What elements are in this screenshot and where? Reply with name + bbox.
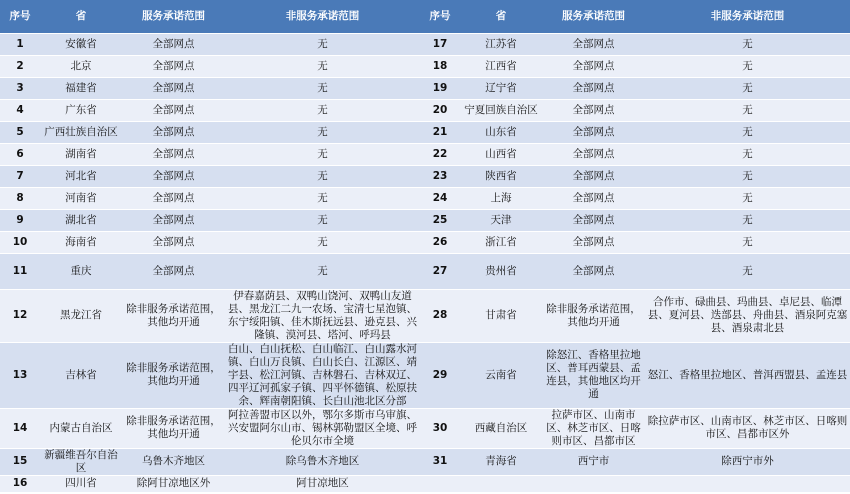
left-province-cell: 吉林省 xyxy=(40,342,122,408)
right-service-scope-cell: 全部网点 xyxy=(542,165,645,187)
left-province-cell: 海南省 xyxy=(40,231,122,253)
left-province-cell: 广东省 xyxy=(40,99,122,121)
left-non-service-scope-cell: 无 xyxy=(225,55,420,77)
right-province-cell: 西藏自治区 xyxy=(460,408,542,448)
header-right-non-service-scope: 非服务承诺范围 xyxy=(645,0,850,33)
left-province-cell: 安徽省 xyxy=(40,33,122,55)
right-non-service-scope-cell xyxy=(645,475,850,492)
left-service-scope-cell: 全部网点 xyxy=(122,143,225,165)
right-service-scope-cell: 全部网点 xyxy=(542,99,645,121)
left-service-scope-cell: 全部网点 xyxy=(122,33,225,55)
left-province-cell: 湖北省 xyxy=(40,209,122,231)
table-row xyxy=(0,187,850,209)
table-row xyxy=(0,77,850,99)
left-service-scope-cell: 全部网点 xyxy=(122,187,225,209)
right-row-number-cell: 29 xyxy=(420,342,460,408)
right-province-cell: 浙江省 xyxy=(460,231,542,253)
right-row-number-cell: 26 xyxy=(420,231,460,253)
table-row xyxy=(0,33,850,55)
right-service-scope-cell: 拉萨市区、山南市区、林芝市区、日喀则市区、昌都市区 xyxy=(542,408,645,448)
right-service-scope-cell: 全部网点 xyxy=(542,77,645,99)
header-left-non-service-scope: 非服务承诺范围 xyxy=(225,0,420,33)
table-row xyxy=(0,209,850,231)
left-province-cell: 新疆维吾尔自治区 xyxy=(40,448,122,475)
header-right-service-scope: 服务承诺范围 xyxy=(542,0,645,33)
left-province-cell: 湖南省 xyxy=(40,143,122,165)
left-service-scope-cell: 除阿甘凉地区外 xyxy=(122,475,225,492)
left-province-cell: 福建省 xyxy=(40,77,122,99)
right-province-cell: 天津 xyxy=(460,209,542,231)
right-row-number-cell: 24 xyxy=(420,187,460,209)
right-service-scope-cell: 全部网点 xyxy=(542,33,645,55)
header-left-province: 省 xyxy=(40,0,122,33)
right-non-service-scope-cell: 无 xyxy=(645,33,850,55)
left-row-number-cell: 13 xyxy=(0,342,40,408)
right-row-number-cell: 19 xyxy=(420,77,460,99)
left-row-number-cell: 9 xyxy=(0,209,40,231)
left-non-service-scope-cell: 除乌鲁木齐地区 xyxy=(225,448,420,475)
left-province-cell: 河南省 xyxy=(40,187,122,209)
left-service-scope-cell: 全部网点 xyxy=(122,231,225,253)
left-non-service-scope-cell: 无 xyxy=(225,77,420,99)
left-non-service-scope-cell: 无 xyxy=(225,33,420,55)
left-row-number-cell: 4 xyxy=(0,99,40,121)
left-service-scope-cell: 除非服务承诺范围，其他均开通 xyxy=(122,289,225,342)
right-service-scope-cell: 全部网点 xyxy=(542,187,645,209)
left-non-service-scope-cell: 无 xyxy=(225,187,420,209)
right-service-scope-cell: 全部网点 xyxy=(542,55,645,77)
right-row-number-cell: 31 xyxy=(420,448,460,475)
right-service-scope-cell: 全部网点 xyxy=(542,231,645,253)
left-service-scope-cell: 全部网点 xyxy=(122,165,225,187)
right-service-scope-cell: 除怒江、香格里拉地区、普耳西蒙县、孟连县，其他地区均开通 xyxy=(542,342,645,408)
left-row-number-cell: 6 xyxy=(0,143,40,165)
right-province-cell: 江苏省 xyxy=(460,33,542,55)
left-province-cell: 黑龙江省 xyxy=(40,289,122,342)
left-row-number-cell: 5 xyxy=(0,121,40,143)
right-non-service-scope-cell: 无 xyxy=(645,165,850,187)
left-row-number-cell: 7 xyxy=(0,165,40,187)
table-row xyxy=(0,289,850,342)
left-service-scope-cell: 全部网点 xyxy=(122,121,225,143)
table-row xyxy=(0,231,850,253)
right-province-cell: 宁夏回族自治区 xyxy=(460,99,542,121)
left-row-number-cell: 16 xyxy=(0,475,40,492)
table-row xyxy=(0,55,850,77)
left-non-service-scope-cell: 白山、白山抚松、白山临江、白山露水河镇、白山万良镇、白山长白、江源区、靖宇县、松江河镇、吉林磐石、吉林双辽、四平辽河孤家子镇、四平怀德镇、松原扶余、辉南朝阳镇、长白山池北区分部 xyxy=(225,342,420,408)
table-row xyxy=(0,448,850,475)
header-right-no: 序号 xyxy=(420,0,460,33)
left-non-service-scope-cell: 阿拉善盟市区以外，鄂尔多斯市乌审旗、兴安盟阿尔山市、锡林郭勒盟区全境、呼伦贝尔市全境 xyxy=(225,408,420,448)
right-non-service-scope-cell: 合作市、碌曲县、玛曲县、卓尼县、临潭县、夏河县、迭部县、舟曲县、酒泉阿克塞县、酒泉肃北县 xyxy=(645,289,850,342)
left-row-number-cell: 1 xyxy=(0,33,40,55)
table-row xyxy=(0,408,850,448)
right-row-number-cell: 17 xyxy=(420,33,460,55)
right-province-cell: 云南省 xyxy=(460,342,542,408)
right-row-number-cell: 27 xyxy=(420,253,460,289)
left-row-number-cell: 10 xyxy=(0,231,40,253)
left-province-cell: 四川省 xyxy=(40,475,122,492)
right-row-number-cell: 25 xyxy=(420,209,460,231)
header-left-service-scope: 服务承诺范围 xyxy=(122,0,225,33)
right-service-scope-cell: 除非服务承诺范围，其他均开通 xyxy=(542,289,645,342)
right-non-service-scope-cell: 无 xyxy=(645,143,850,165)
left-non-service-scope-cell: 无 xyxy=(225,121,420,143)
left-province-cell: 内蒙古自治区 xyxy=(40,408,122,448)
left-non-service-scope-cell: 阿甘凉地区 xyxy=(225,475,420,492)
left-non-service-scope-cell: 无 xyxy=(225,231,420,253)
right-service-scope-cell xyxy=(542,475,645,492)
right-province-cell xyxy=(460,475,542,492)
table-row xyxy=(0,342,850,408)
left-non-service-scope-cell: 无 xyxy=(225,209,420,231)
right-row-number-cell: 18 xyxy=(420,55,460,77)
right-province-cell: 甘肃省 xyxy=(460,289,542,342)
right-province-cell: 江西省 xyxy=(460,55,542,77)
left-non-service-scope-cell: 伊春嘉荫县、双鸭山饶河、双鸭山友道县、黑龙江二九一农场、宝清七星泡镇、东宁绥阳镇、佳木斯抚远县、逊克县、兴隆镇、漠河县、塔河、呼玛县 xyxy=(225,289,420,342)
left-non-service-scope-cell: 无 xyxy=(225,165,420,187)
right-non-service-scope-cell: 无 xyxy=(645,99,850,121)
right-non-service-scope-cell: 除拉萨市区、山南市区、林芝市区、日喀则市区、昌都市区外 xyxy=(645,408,850,448)
header-right-province: 省 xyxy=(460,0,542,33)
left-service-scope-cell: 除非服务承诺范围，其他均开通 xyxy=(122,408,225,448)
left-non-service-scope-cell: 无 xyxy=(225,253,420,289)
right-non-service-scope-cell: 无 xyxy=(645,231,850,253)
right-service-scope-cell: 全部网点 xyxy=(542,209,645,231)
table-row xyxy=(0,143,850,165)
left-row-number-cell: 8 xyxy=(0,187,40,209)
left-non-service-scope-cell: 无 xyxy=(225,143,420,165)
right-province-cell: 山东省 xyxy=(460,121,542,143)
left-row-number-cell: 14 xyxy=(0,408,40,448)
table-row xyxy=(0,253,850,289)
right-row-number-cell: 20 xyxy=(420,99,460,121)
left-row-number-cell: 2 xyxy=(0,55,40,77)
right-row-number-cell: 30 xyxy=(420,408,460,448)
right-non-service-scope-cell: 怒江、香格里拉地区、普洱西盟县、孟连县 xyxy=(645,342,850,408)
right-row-number-cell: 23 xyxy=(420,165,460,187)
table-row xyxy=(0,475,850,492)
left-row-number-cell: 11 xyxy=(0,253,40,289)
left-province-cell: 重庆 xyxy=(40,253,122,289)
left-service-scope-cell: 全部网点 xyxy=(122,99,225,121)
right-row-number-cell: 28 xyxy=(420,289,460,342)
right-row-number-cell: 22 xyxy=(420,143,460,165)
right-province-cell: 山西省 xyxy=(460,143,542,165)
right-service-scope-cell: 全部网点 xyxy=(542,121,645,143)
left-service-scope-cell: 除非服务承诺范围，其他均开通 xyxy=(122,342,225,408)
right-service-scope-cell: 全部网点 xyxy=(542,143,645,165)
left-service-scope-cell: 全部网点 xyxy=(122,77,225,99)
right-non-service-scope-cell: 无 xyxy=(645,77,850,99)
left-row-number-cell: 12 xyxy=(0,289,40,342)
right-province-cell: 贵州省 xyxy=(460,253,542,289)
table-header-row xyxy=(0,0,850,33)
left-row-number-cell: 3 xyxy=(0,77,40,99)
header-left-no: 序号 xyxy=(0,0,40,33)
left-service-scope-cell: 乌鲁木齐地区 xyxy=(122,448,225,475)
right-service-scope-cell: 全部网点 xyxy=(542,253,645,289)
left-non-service-scope-cell: 无 xyxy=(225,99,420,121)
left-province-cell: 河北省 xyxy=(40,165,122,187)
left-service-scope-cell: 全部网点 xyxy=(122,253,225,289)
right-non-service-scope-cell: 无 xyxy=(645,187,850,209)
right-non-service-scope-cell: 无 xyxy=(645,209,850,231)
left-service-scope-cell: 全部网点 xyxy=(122,209,225,231)
right-row-number-cell: 21 xyxy=(420,121,460,143)
left-service-scope-cell: 全部网点 xyxy=(122,55,225,77)
right-non-service-scope-cell: 无 xyxy=(645,253,850,289)
right-row-number-cell xyxy=(420,475,460,492)
right-service-scope-cell: 西宁市 xyxy=(542,448,645,475)
table-row xyxy=(0,99,850,121)
left-province-cell: 广西壮族自治区 xyxy=(40,121,122,143)
right-non-service-scope-cell: 无 xyxy=(645,55,850,77)
left-row-number-cell: 15 xyxy=(0,448,40,475)
right-non-service-scope-cell: 无 xyxy=(645,121,850,143)
table-row xyxy=(0,165,850,187)
right-non-service-scope-cell: 除西宁市外 xyxy=(645,448,850,475)
right-province-cell: 辽宁省 xyxy=(460,77,542,99)
right-province-cell: 陕西省 xyxy=(460,165,542,187)
left-province-cell: 北京 xyxy=(40,55,122,77)
table-row xyxy=(0,121,850,143)
right-province-cell: 上海 xyxy=(460,187,542,209)
right-province-cell: 青海省 xyxy=(460,448,542,475)
